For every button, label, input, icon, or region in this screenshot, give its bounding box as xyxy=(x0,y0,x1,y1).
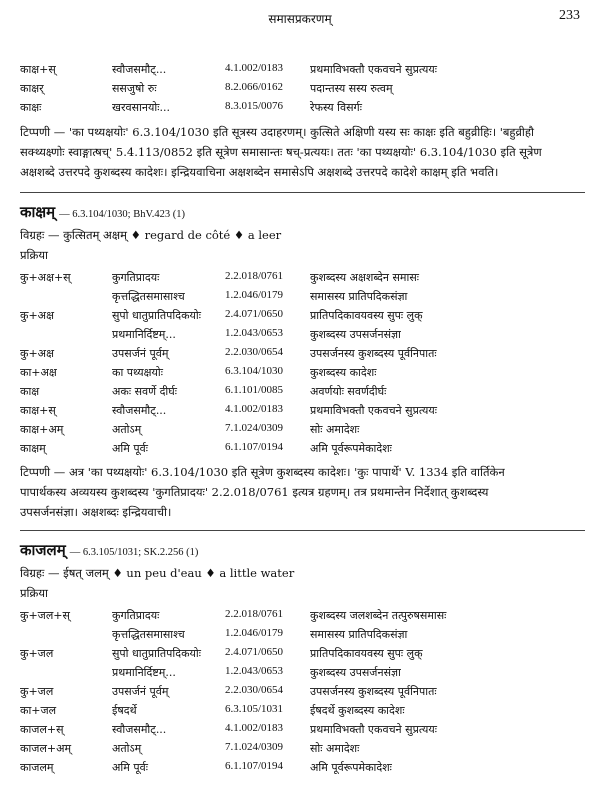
headword-reference: — 6.3.104/1030; BhV.423 (1) xyxy=(59,209,185,220)
vigraha-line: विग्रहः — कुत्सितम् अक्षम् ♦ regard de côté ♦ a leer xyxy=(20,228,282,242)
sutra-cell: उपसर्जनं पूर्वम् xyxy=(112,685,169,698)
gloss-cell: सोः अमादेशः xyxy=(310,423,360,436)
table-row xyxy=(20,325,585,344)
table-row xyxy=(20,739,585,758)
gloss-cell: प्रथमाविभक्तौ एकवचने सुप्रत्ययः xyxy=(310,63,438,76)
form-cell: का+अक्ष xyxy=(20,366,57,379)
form-cell: का+जल xyxy=(20,704,57,717)
sutra-cell: अमि पूर्वः xyxy=(112,442,148,455)
sutra-cell: प्रथमानिर्दिष्टम्... xyxy=(112,328,176,341)
table-row xyxy=(20,439,585,458)
prakriya-label: प्रक्रिया xyxy=(20,248,49,262)
form-cell: काक्षम् xyxy=(20,442,46,455)
form-cell: कु+अक्ष+स् xyxy=(20,271,71,284)
sutra-cell: स्वौजसमौट्... xyxy=(112,723,167,736)
ref-cell: 6.1.107/0194 xyxy=(225,760,284,772)
gloss-cell: प्रातिपदिकावयवस्य सुपः लुक् xyxy=(310,647,423,660)
ref-cell: 2.4.071/0650 xyxy=(225,308,284,320)
ref-cell: 1.2.043/0653 xyxy=(225,665,284,677)
gloss-cell: अवर्णयोः सवर्णदीर्घः xyxy=(310,385,387,398)
sutra-cell: कृत्तद्धितसमासाश्च xyxy=(112,290,185,303)
running-title: समासप्रकरणम् xyxy=(268,12,332,26)
note-paragraph-1 xyxy=(20,122,585,182)
gloss-cell: रेफस्य विसर्गः xyxy=(310,101,362,114)
sutra-cell: कुगतिप्रादयः xyxy=(112,609,160,622)
sutra-cell: का पथ्यक्षयोः xyxy=(112,366,164,379)
derivation-table-kaksham xyxy=(20,268,585,458)
section-divider xyxy=(20,530,585,531)
form-cell: काजल+स् xyxy=(20,723,64,736)
table-row xyxy=(20,625,585,644)
ref-cell: 1.2.046/0179 xyxy=(225,289,284,301)
top-derivation-table xyxy=(20,60,585,117)
gloss-cell: कुशब्दस्य अक्षशब्देन समासः xyxy=(310,271,419,284)
gloss-cell: उपसर्जनस्य कुशब्दस्य पूर्वनिपातः xyxy=(310,347,437,360)
table-row xyxy=(20,663,585,682)
form-cell: कु+जल xyxy=(20,685,54,698)
form-cell: कु+जल+स् xyxy=(20,609,70,622)
gloss-cell: अमि पूर्वरूपमेकादेशः xyxy=(310,442,392,455)
table-row xyxy=(20,644,585,663)
table-row xyxy=(20,306,585,325)
table-row xyxy=(20,401,585,420)
form-cell: काक्ष xyxy=(20,385,40,398)
headword-reference: — 6.3.105/1031; SK.2.256 (1) xyxy=(69,547,199,558)
ref-cell: 6.3.104/1030 xyxy=(225,365,284,377)
gloss-cell: प्रातिपदिकावयवस्य सुपः लुक् xyxy=(310,309,423,322)
gloss-cell: कुशब्दस्य उपसर्जनसंज्ञा xyxy=(310,666,401,679)
gloss-cell: सोः अमादेशः xyxy=(310,742,360,755)
ref-cell: 2.2.018/0761 xyxy=(225,608,284,620)
table-row xyxy=(20,682,585,701)
derivation-table-kajalam xyxy=(20,606,585,777)
vigraha-line: विग्रहः — ईषत् जलम् ♦ un peu d'eau ♦ a little water xyxy=(20,566,295,580)
form-cell: काजल+अम् xyxy=(20,742,72,755)
table-row xyxy=(20,382,585,401)
form-cell: काक्षर् xyxy=(20,82,44,95)
sutra-cell: ईषदर्थे xyxy=(112,704,137,717)
table-row xyxy=(20,79,585,98)
ref-cell: 2.2.018/0761 xyxy=(225,270,284,282)
sutra-cell: खरवसानयोः... xyxy=(112,101,170,114)
sutra-cell: अतोऽम् xyxy=(112,423,142,436)
gloss-cell: समासस्य प्रातिपदिकसंज्ञा xyxy=(310,628,408,641)
gloss-cell: कुशब्दस्य जलशब्देन तत्पुरुषसमासः xyxy=(310,609,447,622)
sutra-cell: सुपो धातुप्रातिपदिकयोः xyxy=(112,309,201,322)
gloss-cell: ईषदर्थे कुशब्दस्य कादेशः xyxy=(310,704,405,717)
ref-cell: 1.2.043/0653 xyxy=(225,327,284,339)
ref-cell: 4.1.002/0183 xyxy=(225,722,284,734)
form-cell: कु+जल xyxy=(20,647,54,660)
gloss-cell: कुशब्दस्य उपसर्जनसंज्ञा xyxy=(310,328,401,341)
headword-text: काक्षम् xyxy=(20,203,56,221)
sutra-cell: ससजुषो रुः xyxy=(112,82,157,95)
gloss-cell: प्रथमाविभक्तौ एकवचने सुप्रत्ययः xyxy=(310,723,438,736)
note-line: टिप्पणी — 'का पथ्यक्षयोः' 6.3.104/1030 इति सूत्रस्य उदाहरणम्। कुत्सिते अक्षिणी यस्य सः काक्षः इति बहुव्रीहिः। 'बहुव्रीहौ xyxy=(20,125,534,139)
note-paragraph-2 xyxy=(20,462,585,522)
note-line: पापार्थकस्य अव्ययस्य कुशब्दस्य 'कुगतिप्रादयः' 2.2.018/0761 इत्यत्र ग्रहणम्। तत्र प्रथमान्तेन निर्देशात् कुशब्दस्य xyxy=(20,485,489,499)
ref-cell: 8.3.015/0076 xyxy=(225,100,284,112)
table-row xyxy=(20,287,585,306)
gloss-cell: अमि पूर्वरूपमेकादेशः xyxy=(310,761,392,774)
gloss-cell: पदान्तस्य सस्य रुत्वम् xyxy=(310,82,393,95)
table-row xyxy=(20,344,585,363)
section-divider xyxy=(20,192,585,193)
table-row xyxy=(20,606,585,625)
ref-cell: 8.2.066/0162 xyxy=(225,81,284,93)
sutra-cell: कृत्तद्धितसमासाश्च xyxy=(112,628,185,641)
gloss-cell: कुशब्दस्य कादेशः xyxy=(310,366,377,379)
sutra-cell: स्वौजसमौट्... xyxy=(112,63,167,76)
sutra-cell: अमि पूर्वः xyxy=(112,761,148,774)
ref-cell: 7.1.024/0309 xyxy=(225,741,284,753)
ref-cell: 2.4.071/0650 xyxy=(225,646,284,658)
form-cell: कु+अक्ष xyxy=(20,309,54,322)
entry-headword-kajalam xyxy=(20,540,198,560)
note-line: उपसर्जनसंज्ञा। अक्षशब्दः इन्द्रियवाची। xyxy=(20,505,172,519)
ref-cell: 2.2.030/0654 xyxy=(225,346,284,358)
form-cell: काक्ष+स् xyxy=(20,63,56,76)
note-line: टिप्पणी — अत्र 'का पथ्यक्षयोः' 6.3.104/1030 इति सूत्रेण कुशब्दस्य कादेशः। 'कुः पापार्थे' V. 1334 इति वार्तिकेन xyxy=(20,465,505,479)
form-cell: काक्ष+स् xyxy=(20,404,56,417)
table-row xyxy=(20,363,585,382)
gloss-cell: उपसर्जनस्य कुशब्दस्य पूर्वनिपातः xyxy=(310,685,437,698)
headword-text: काजलम् xyxy=(20,541,66,559)
ref-cell: 2.2.030/0654 xyxy=(225,684,284,696)
ref-cell: 7.1.024/0309 xyxy=(225,422,284,434)
table-row xyxy=(20,720,585,739)
table-row xyxy=(20,701,585,720)
ref-cell: 6.1.101/0085 xyxy=(225,384,284,396)
note-line: अक्षशब्दे उत्तरपदे कुशब्दस्य कादेशः। इन्द्रियवाचिना अक्षशब्देन समासेऽपि अक्षशब्दे उत्तरपदे कादेशे काक्षम् इति भवति। xyxy=(20,165,499,179)
form-cell: कु+अक्ष xyxy=(20,347,54,360)
form-cell: काक्षः xyxy=(20,101,42,114)
table-row xyxy=(20,60,585,79)
gloss-cell: समासस्य प्रातिपदिकसंज्ञा xyxy=(310,290,408,303)
table-row xyxy=(20,758,585,777)
sutra-cell: स्वौजसमौट्... xyxy=(112,404,167,417)
gloss-cell: प्रथमाविभक्तौ एकवचने सुप्रत्ययः xyxy=(310,404,438,417)
form-cell: काक्ष+अम् xyxy=(20,423,64,436)
ref-cell: 4.1.002/0183 xyxy=(225,62,284,74)
page-header xyxy=(0,8,600,30)
sutra-cell: अतोऽम् xyxy=(112,742,142,755)
note-line: सक्थ्यक्ष्णोः स्वाङ्गात्षच्' 5.4.113/0852 इति सूत्रेण समासान्तः षच्-प्रत्ययः। ततः 'का पथ्यक्षयोः' 6.3.104/1030 इति सूत्रेण xyxy=(20,145,542,159)
table-row xyxy=(20,268,585,287)
ref-cell: 6.3.105/1031 xyxy=(225,703,284,715)
table-row xyxy=(20,98,585,117)
form-cell: काजलम् xyxy=(20,761,54,774)
sutra-cell: कुगतिप्रादयः xyxy=(112,271,160,284)
page-number: 233 xyxy=(559,8,580,23)
sutra-cell: प्रथमानिर्दिष्टम्... xyxy=(112,666,176,679)
ref-cell: 4.1.002/0183 xyxy=(225,403,284,415)
sutra-cell: अकः सवर्णे दीर्घः xyxy=(112,385,177,398)
sutra-cell: उपसर्जनं पूर्वम् xyxy=(112,347,169,360)
ref-cell: 1.2.046/0179 xyxy=(225,627,284,639)
entry-headword-kaksham xyxy=(20,202,185,222)
sutra-cell: सुपो धातुप्रातिपदिकयोः xyxy=(112,647,201,660)
prakriya-label: प्रक्रिया xyxy=(20,586,49,600)
ref-cell: 6.1.107/0194 xyxy=(225,441,284,453)
table-row xyxy=(20,420,585,439)
